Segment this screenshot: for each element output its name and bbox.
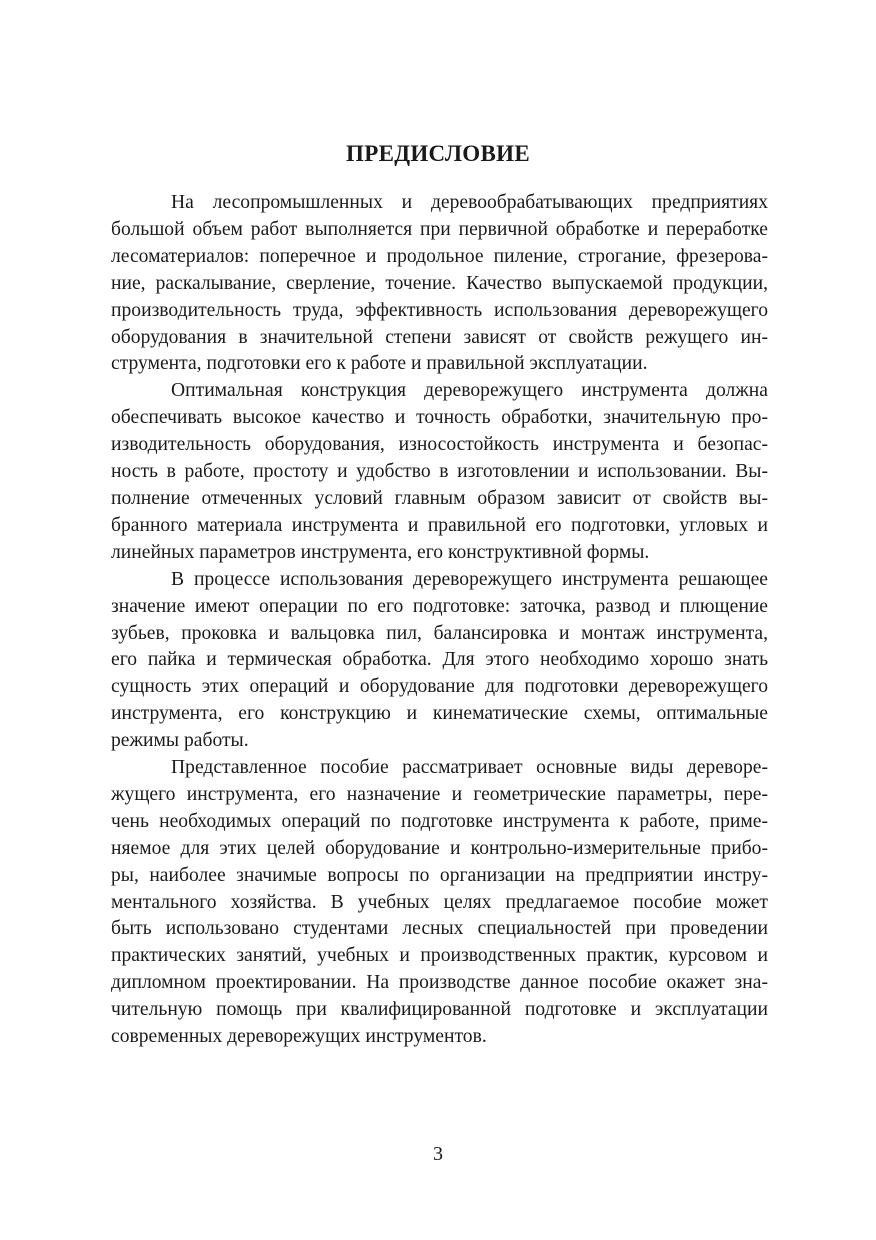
text-line: Представленное пособие рассматривает основные виды дереворе- — [171, 757, 768, 779]
page-title: ПРЕДИСЛОВИЕ — [346, 141, 530, 166]
text-line: большой объем работ выполняется при первичной обработке и переработке — [111, 218, 768, 240]
text-line: оборудования в значительной степени зависят от свойств режущего ин- — [111, 326, 768, 348]
paragraph-4 — [111, 755, 768, 1051]
text-line: чень необходимых операций по подготовке инструмента к работе, приме- — [111, 810, 768, 832]
text-line: изводительность оборудования, износостойкость инструмента и безопас- — [111, 434, 768, 456]
text-line: сущность этих операций и оборудование для подготовки дереворежущего — [111, 676, 768, 698]
text-line: На лесопромышленных и деревообрабатывающих предприятиях — [171, 192, 768, 213]
text-line: его пайка и термическая обработка. Для этого необходимо хорошо знать — [111, 649, 768, 671]
paragraph-1 — [111, 190, 768, 378]
text-line: ние, раскалывание, сверление, точение. Качество выпускаемой продукции, — [111, 272, 768, 294]
text-line: дипломном проектировании. На производстве данное пособие окажет зна- — [111, 972, 768, 994]
text-line: производительность труда, эффективность использования дереворежущего — [111, 299, 768, 321]
text-body — [111, 190, 768, 1051]
text-line: зубьев, проковка и вальцовка пил, балансировка и монтаж инструмента, — [111, 622, 768, 644]
text-line: струмента, подготовки его к работе и правильной эксплуатации. — [111, 353, 648, 375]
text-line: режимы работы. — [111, 730, 249, 752]
page-number: 3 — [433, 1143, 443, 1165]
text-line: чительную помощь при квалифицированной подготовке и эксплуатации — [111, 999, 768, 1021]
text-line: жущего инструмента, его назначение и геометрические параметры, пере- — [111, 783, 768, 805]
text-line: инструмента, его конструкцию и кинематические схемы, оптимальные — [111, 703, 768, 725]
text-line: бранного материала инструмента и правильной его подготовки, угловых и — [111, 514, 768, 536]
text-line: Оптимальная конструкция дереворежущего инструмента должна — [171, 380, 768, 402]
text-line: ры, наиболее значимые вопросы по организации на предприятии инстру- — [111, 864, 768, 886]
paragraph-3 — [111, 567, 768, 755]
text-line: практических занятий, учебных и производственных практик, курсовом и — [111, 945, 768, 967]
text-line: полнение отмеченных условий главным образом зависит от свойств вы- — [111, 487, 768, 509]
text-line: значение имеют операции по его подготовке: заточка, развод и плющение — [111, 595, 768, 617]
text-line: ность в работе, простоту и удобство в изготовлении и использовании. Вы- — [111, 461, 768, 483]
text-line: линейных параметров инструмента, его конструктивной формы. — [111, 541, 650, 563]
text-line: современных дереворежущих инструментов. — [111, 1026, 487, 1048]
text-line: лесоматериалов: поперечное и продольное пиление, строгание, фрезерова- — [111, 245, 768, 267]
text-line: ментального хозяйства. В учебных целях предлагаемое пособие может — [111, 891, 768, 913]
text-line: няемое для этих целей оборудование и контрольно-измерительные прибо- — [111, 837, 768, 859]
text-line: В процессе использования дереворежущего инструмента решающее — [171, 568, 768, 590]
paragraph-2 — [111, 378, 768, 566]
text-line: обеспечивать высокое качество и точность обработки, значительную про- — [111, 407, 768, 429]
text-line: быть использовано студентами лесных специальностей при проведении — [111, 918, 768, 940]
